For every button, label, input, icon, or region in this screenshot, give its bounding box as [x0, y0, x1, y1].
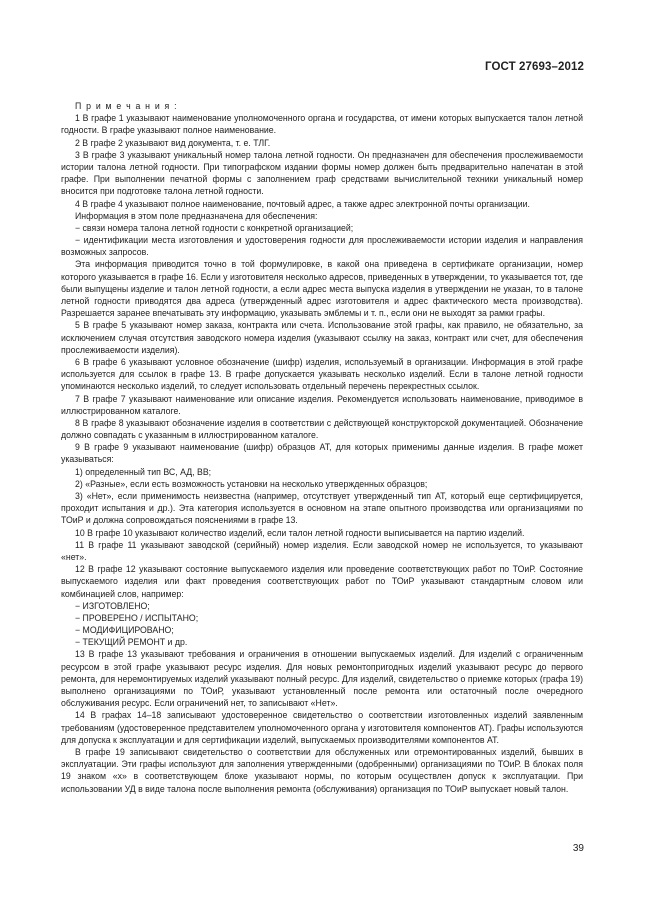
note-paragraph: 4 В графе 4 указывают полное наименование, почтовый адрес, а также адрес электронной почты организации. [75, 198, 530, 209]
note-paragraph: 5 В графе 5 указывают номер заказа, контракта или счета. Использование этой графы, как правило, не обязательно, за исключением случая отсутствия заводского номера изделия (указывают ссылку на заказ, контракт или счет, для обеспечения прослеживаемости изделия). [61, 320, 583, 355]
note-paragraph: 11 В графе 11 указывают заводской (серийный) номер изделия. Если заводской номер не используется, то указывают «нет». [61, 539, 583, 562]
note-list-item: − связи номера талона летной годности с конкретной организацией; [75, 222, 354, 233]
note-paragraph: 2 В графе 2 указывают вид документа, т. е. ТЛГ. [75, 137, 271, 148]
notes-title: П р и м е ч а н и я : [75, 101, 178, 111]
note-paragraph: 13 В графе 13 указывают требования и ограничения в отношении выпускаемых изделий. Для изделий с ограниченным ресурсом в этой графе указывают ресурс изделия. Для новых ремонтопригодных изделий указывают ресурс до первого ремонта, для неремонтируемых изделий указывают полный ресурс. Для изделий, свидетельство о приемке которых (графа 19) выполнено организациями по ТОиР, указывают установленный после ремонта или остаточный после очередного обслуживания ресурс. Если ограничений нет, то записывают «Нет». [61, 649, 583, 709]
note-paragraph: 7 В графе 7 указывают наименование или описание изделия. Рекомендуется использовать наименование, приводимое в иллюстрированном каталоге. [61, 393, 583, 416]
note-list-item: 1) определенный тип ВС, АД, ВВ; [75, 466, 212, 477]
note-paragraph: 12 В графе 12 указывают состояние выпускаемого изделия или проведение соответствующих работ по ТОиР. Состояние выпускаемого изделия или факт проведения соответствующих работ по ТОиР указывают стандартным словом или комбинацией слов, например: [61, 564, 583, 599]
note-list-item: 3) «Нет», если применимость неизвестна (например, отсутствует утвержденный тип АТ, который еще сертифицируется, проходит испытания и др.). Эта категория используется в основном на этапе опытного производства или организациями по ТОиР и должна сопровождаться пояснениями в графе 13. [61, 491, 583, 526]
notes-body [61, 100, 583, 795]
note-list-item: 2) «Разные», если есть возможность установки на несколько утвержденных образцов; [75, 478, 428, 489]
note-paragraph: 8 В графе 8 указывают обозначение изделия в соответствии с действующей конструкторской документацией. Обозначение должно совпадать с указанным в иллюстрированном каталоге. [61, 417, 583, 441]
note-list-item: − ПРОВЕРЕНО / ИСПЫТАНО; [75, 612, 199, 623]
note-list-item: − ИЗГОТОВЛЕНО; [75, 600, 150, 611]
note-paragraph: 3 В графе 3 указывают уникальный номер талона летной годности. Он предназначен для обеспечения прослеживаемости истории талона летной годности. При типографском издании формы номер должен быть предварительно напечатан в этой графе. При выполнении печатной формы с заполнением граф средствами вычислительной техники уникальный номер вносится при подготовке талона летной годности. [61, 149, 583, 197]
note-paragraph: В графе 19 записывают свидетельство о соответствии для обслуженных или отремонтированных изделий, бывших в эксплуатации. Эти графы используют для заполнения утвержденными (одобренными) организациями по ТОиР. В блоках поля 19 знаком «х» в соответствующем блоке указывают нормы, по которым осуществлен допуск к эксплуатации. При использовании УД в виде талона после выполнения ремонта (обслуживания) организация по ТОиР выпускает новый талон. [61, 746, 583, 794]
standard-header: ГОСТ 27693–2012 [484, 61, 584, 73]
note-list-item: − идентификации места изготовления и удостоверения годности для прослеживаемости истории изделия и направления возможных запросов. [61, 235, 583, 258]
note-paragraph: Информация в этом поле предназначена для обеспечения: [75, 210, 318, 221]
page-number: 39 [572, 843, 584, 854]
note-paragraph: 1 В графе 1 указывают наименование уполномоченного органа и государства, от имени которых выпускается талон летной годности. В графе указывают полное наименование. [61, 113, 583, 136]
note-paragraph: 14 В графах 14–18 записывают удостоверенное свидетельство о соответствии изготовленных изделий заявленным требованиям (удостоверенное представителем уполномоченного органа у изготовителя компонентов АТ). Графы используются для допуска к эксплуатации и для сертификации изделий, выпускаемых производителями компонентов АТ. [61, 710, 583, 745]
note-list-item: − ТЕКУЩИЙ РЕМОНТ и др. [75, 637, 188, 648]
note-list-item: − МОДИФИЦИРОВАНО; [75, 625, 174, 636]
note-paragraph: 6 В графе 6 указывают условное обозначение (шифр) изделия, используемый в организации. Информация в этой графе используется для ссылок в графе 13. В графе допускается указывать несколько изделий. Если в талоне летной годности упоминаются несколько изделий, то следует использовать отдельный перечень перекрестных ссылок. [61, 356, 583, 392]
note-paragraph: 10 В графе 10 указывают количество изделий, если талон летной годности выписывается на партию изделий. [75, 527, 525, 538]
note-paragraph: 9 В графе 9 указывают наименование (шифр) образцов АТ, для которых применимы данные изделия. В графе может указываться: [61, 442, 583, 465]
note-paragraph: Эта информация приводится точно в той формулировке, в какой она приведена в сертификате организации, номер которого указывается в графе 16. Если у изготовителя несколько адресов, приведенных в утверждении, то указывается тот, где были выпущены изделие и талон летной годности, а если адрес места выпуска изделия в утверждении не указан, то в талоне летной годности приводятся два адреса (утвержденный адрес изготовителя и адрес фактического места производства). Разрешается заранее впечатывать эту информацию, указывать эмблемы и т. п., если они не выходят за рамки графы. [61, 259, 583, 319]
